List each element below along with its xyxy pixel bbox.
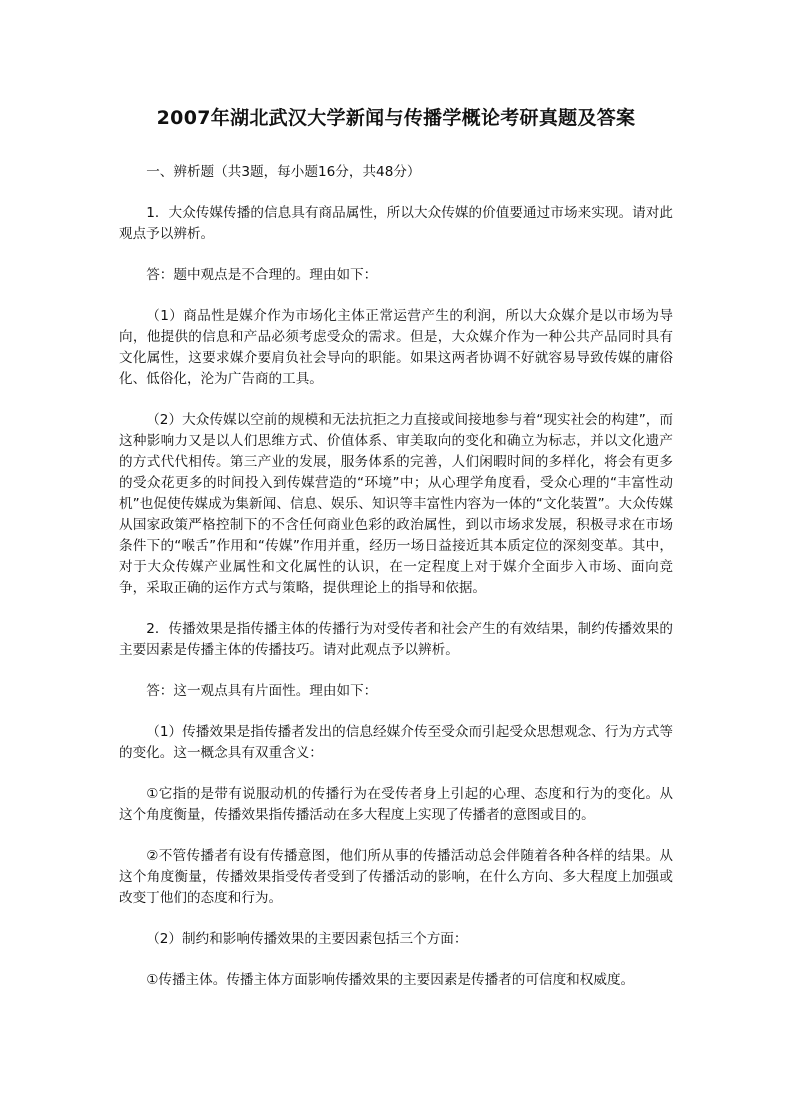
answer-2-factor-1: ①传播主体。传播主体方面影响传播效果的主要因素是传播者的可信度和权威度。 [146,972,635,988]
question-2: 2．传播效果是指传播主体的传播行为对受传者和社会产生的有效结果，制约传播效果的主要因素是传播主体的传播技巧。请对此观点予以辨析。 [119,621,673,658]
answer-2-subpoint-2: ②不管传播者有设有传播意图，他们所从事的传播活动总会伴随着各种各样的结果。从这个角度衡量，传播效果指受传者受到了传播活动的影响，在什么方向、多大程度上加强或改变丁他们的态度和行为。 [119,848,673,906]
answer-1-intro: 答：题中观点是不合理的。理由如下： [146,267,378,283]
document-title: 2007年湖北武汉大学新闻与传播学概论考研真题及答案 [156,107,636,129]
answer-2-intro: 答：这一观点具有片面性。理由如下： [146,683,378,699]
answer-1-point-2: （2）大众传媒以空前的规模和无法抗拒之力直接或间接地参与着“现实社会的构建”，而这种影响力又是以人们思维方式、价值体系、审美取向的变化和确立为标志，并以文化遗产的方式代代相传。第三产业的发展，服务体系的完善，人们闲暇时间的多样化，将会有更多的受众花更多的时间投入到传媒营造的“环境”中；从心理学角度看，受众心理的“丰富性动机”也促使传媒成为集新闻、信息、娱乐、知识等丰富性内容为一体的“文化装置”。大众传媒从国家政策严格控制下的不含任何商业色彩的政治属性，到以市场求发展，积极寻求在市场条件下的“喉舌”作用和“传媒”作用并重，经历一场日益接近其本质定位的深刻变革。其中，对于大众传媒产业属性和文化属性的认识，在一定程度上对于媒介全面步入市场、面向竞争，采取正确的运作方式与策略，提供理论上的指导和依据。 [119,412,673,596]
section-heading: 一、辨析题（共3题，每小题16分，共48分） [146,164,421,180]
answer-1-point-1: （1）商品性是媒介作为市场化主体正常运营产生的利润，所以大众媒介是以市场为导向，他提供的信息和产品必须考虑受众的需求。但是，大众媒介作为一种公共产品同时具有文化属性，这要求媒介要肩负社会导向的职能。如果这两者协调不好就容易导致传媒的庸俗化、低俗化，沦为广告商的工具。 [119,308,673,387]
answer-2-point-2: （2）制约和影响传播效果的主要因素包括三个方面： [146,931,468,947]
answer-2-point-1: （1）传播效果是指传播者发出的信息经媒介传至受众而引起受众思想观念、行为方式等的变化。这一概念具有双重含义： [119,724,673,761]
document-page [119,104,673,1011]
question-1: 1．大众传媒传播的信息具有商品属性，所以大众传媒的价值要通过市场来实现。请对此观点予以辨析。 [119,205,673,242]
answer-2-subpoint-1: ①它指的是带有说服动机的传播行为在受传者身上引起的心理、态度和行为的变化。从这个角度衡量，传播效果指传播活动在多大程度上实现了传播者的意图或目的。 [119,786,673,823]
